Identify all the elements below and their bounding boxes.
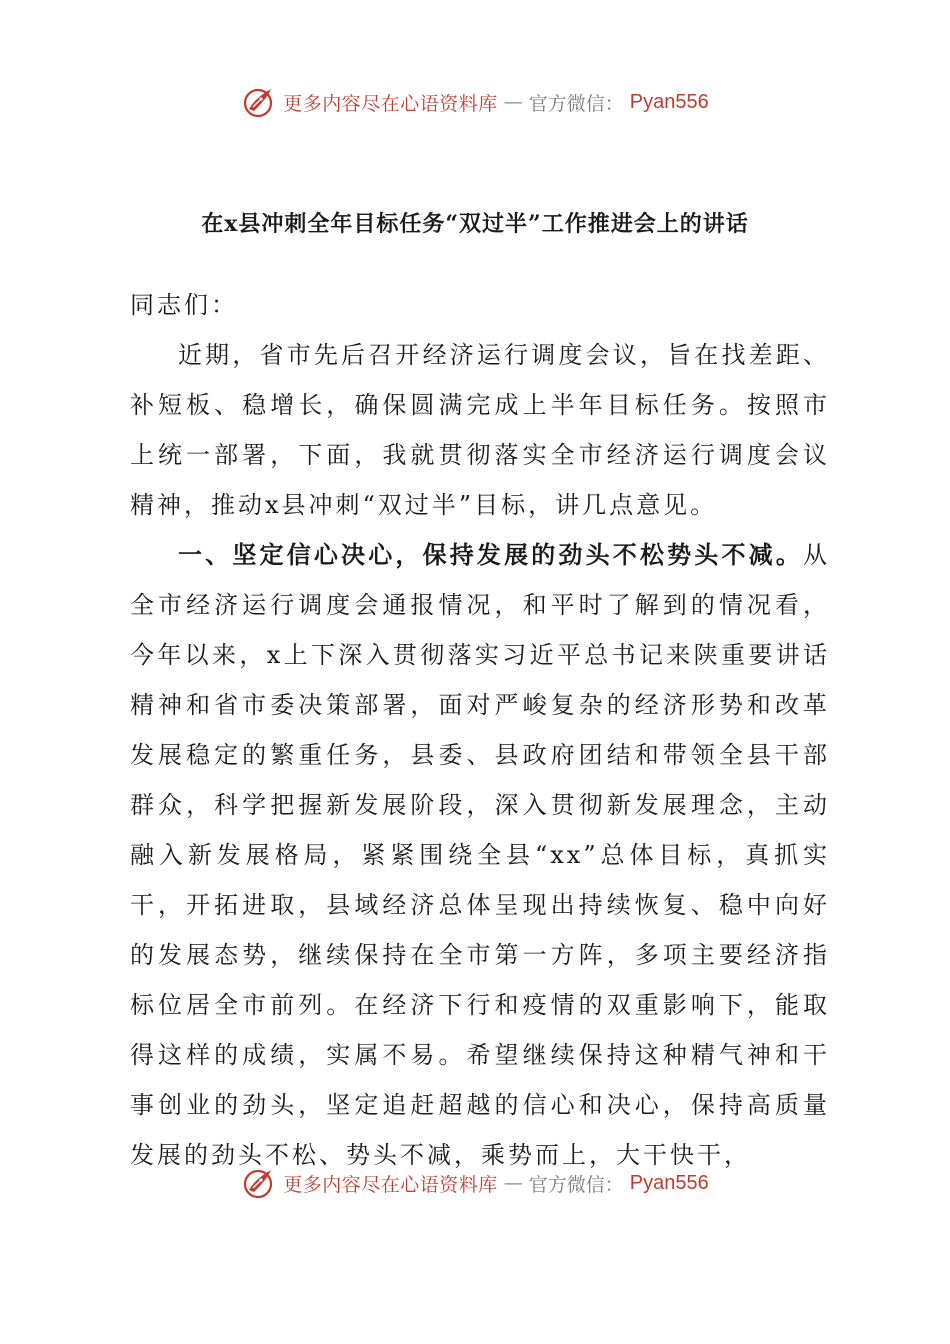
header-banner [0,82,950,122]
banner-wechat-id: Pyan556 [629,90,709,113]
section-heading: 一、坚定信心决心，保持发展的劲头不松势头不减。 [178,540,803,569]
banner-label: 官方微信： [528,92,624,115]
document-body [130,280,830,1180]
pen-nib-logo-icon [241,1165,277,1201]
banner-separator: — [503,1172,523,1194]
paragraph: 近期，省市先后召开经济运行调度会议，旨在找差距、补短板、稳增长，确保圆满完成上半年目标任务。按照市上统一部署，下面，我就贯彻落实全市经济运行调度会议精神，推动x县冲刺“双过半”目标，讲几点意见。 [130,341,830,519]
document-title: 在x县冲刺全年目标任务“双过半”工作推进会上的讲话 [201,211,749,237]
footer-banner [0,1163,950,1203]
banner-text: 更多内容尽在心语资料库 [283,92,498,115]
banner-label: 官方微信： [528,1173,624,1196]
pen-nib-logo-icon [241,84,277,120]
banner-separator: — [503,91,523,113]
salutation: 同志们： [130,291,238,319]
paragraph-text: 从全市经济运行调度会通报情况，和平时了解到的情况看，今年以来，x上下深入贯彻落实习近平总书记来陕重要讲话精神和省市委决策部署，面对严峻复杂的经济形势和改革发展稳定的繁重任务，县委、县政府团结和带领全县干部群众，科学把握新发展阶段，深入贯彻新发展理念，主动融入新发展格局，紧紧围绕全县“xx”总体目标，真抓实干，开拓进取，县域经济总体呈现出持续恢复、稳中向好的发展态势，继续保持在全市第一方阵，多项主要经济指标位居全市前列。在经济下行和疫情的双重影响下，能取得这样的成绩，实属不易。希望继续保持这种精气神和干事创业的劲头，坚定追赶超越的信心和决心，保持高质量发展的劲头不松、势头不减，乘势而上，大干快干， [130,541,830,1169]
banner-wechat-id: Pyan556 [629,1171,709,1194]
banner-text: 更多内容尽在心语资料库 [283,1173,498,1196]
paragraph [130,530,830,1180]
